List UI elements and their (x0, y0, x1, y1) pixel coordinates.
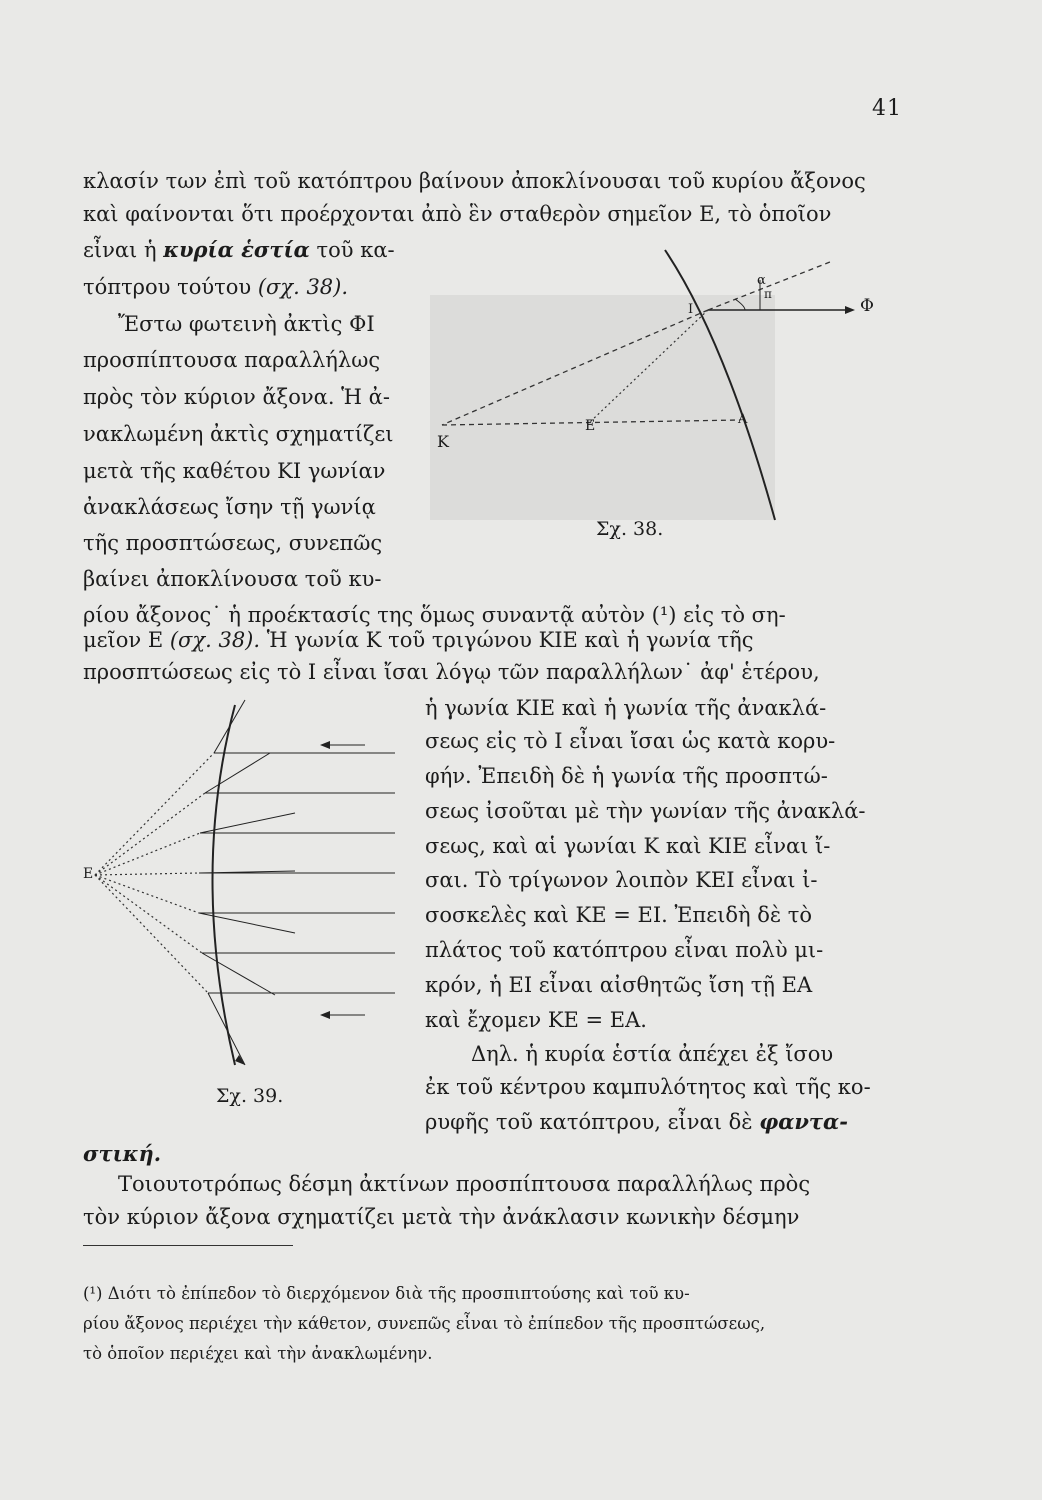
text-line: κρόν, ἡ ΕΙ εἶναι αἰσθητῶς ἴση τῇ ΕΑ (425, 973, 813, 997)
footnote-divider (83, 1245, 293, 1246)
fig38-label-E: Ε (585, 418, 596, 434)
text-line (83, 274, 348, 300)
fig38-label-pi: π (764, 287, 772, 301)
extension-5 (95, 875, 199, 913)
fig38-label-I: Ι (688, 302, 694, 317)
text-line: κλασίν των ἐπὶ τοῦ κατόπτρου βαίνουν ἀποκλίνουσαι τοῦ κυρίου ἄξονος (83, 169, 866, 193)
text-fragment: τοῦ κα- (309, 238, 395, 262)
text-line: Δηλ. ἡ κυρία ἑστία ἀπέχει ἐξ ἴσου (471, 1042, 834, 1066)
text-line: σεως ἰσοῦται μὲ τὴν γωνίαν τῆς ἀνακλά- (425, 799, 866, 823)
page-number: 41 (872, 96, 902, 121)
text-line: τῆς προσπτώσεως, συνεπῶς (83, 531, 383, 555)
term-principal-focus: κυρία ἑστία (163, 237, 310, 262)
text-line: ἡ γωνία ΚΙΕ καὶ ἡ γωνία τῆς ἀνακλά- (425, 696, 827, 720)
text-line: σαι. Τὸ τρίγωνον λοιπὸν ΚΕΙ εἶναι ἰ- (425, 868, 818, 892)
arrowhead-left-bottom (320, 1011, 330, 1019)
text-line: προσπίπτουσα παραλλήλως (83, 348, 381, 372)
figure-39-caption: Σχ. 39. (216, 1085, 284, 1107)
text-fragment: εἶναι ἡ (83, 238, 164, 262)
arrowhead-left-top (320, 741, 330, 749)
ray-arrowhead (235, 1055, 245, 1065)
text-line: βαίνει ἀποκλίνουσα τοῦ κυ- (83, 567, 382, 591)
reflected-ray-6 (202, 953, 275, 995)
figure-39-diagram (95, 695, 395, 1095)
text-line: ἐκ τοῦ κέντρου καμπυλότητος καὶ τῆς κο- (425, 1075, 871, 1099)
fig38-label-alpha: α (757, 273, 766, 288)
text-line: μετὰ τῆς καθέτου ΚΙ γωνίαν (83, 459, 386, 483)
text-line: καὶ ἔχομεν ΚΕ = ΕΑ. (425, 1008, 647, 1032)
text-line: φήν. Ἐπειδὴ δὲ ἡ γωνία τῆς προσπτώ- (425, 764, 828, 788)
fig38-label-K: Κ (437, 432, 449, 451)
fig38-label-A: Α (738, 412, 748, 427)
ray-arrowhead (845, 306, 855, 314)
reflected-ray-2 (205, 753, 270, 793)
text-line: τὸν κύριον ἄξονα σχηματίζει μετὰ τὴν ἀνάκλασιν κωνικὴν δέσμην (83, 1205, 800, 1229)
text-line: νακλωμένη ἀκτὶς σχηματίζει (83, 422, 394, 446)
figure-38-caption: Σχ. 38. (596, 518, 664, 540)
extension-6 (95, 875, 202, 953)
mirror-curve (213, 705, 236, 1065)
reflected-ray-1 (214, 700, 245, 753)
footnote-line: (¹) Διότι τὸ ἐπίπεδον τὸ διερχόμενον διὰ τῆς προσπιπτούσης καὶ τοῦ κυ- (83, 1284, 690, 1303)
extension-1 (95, 753, 214, 875)
text-line: Ἔστω φωτεινὴ ἀκτὶς ΦΙ (118, 312, 375, 336)
reflected-ray-7 (208, 993, 245, 1065)
figure-38-diagram (430, 250, 880, 530)
extension-2 (95, 793, 205, 875)
text-fragment: μεῖον Ε (83, 628, 170, 652)
text-line: ἀνακλάσεως ἴσην τῇ γωνίᾳ (83, 495, 376, 519)
text-line: ρίου ἄξονος˙ ἡ προέκτασίς της ὅμως συναντᾷ αὐτὸν (¹) εἰς τὸ ση- (83, 603, 786, 627)
text-line: σεως, καὶ αἱ γωνίαι Κ καὶ ΚΙΕ εἶναι ἴ- (425, 834, 831, 858)
text-line: σεως εἰς τὸ Ι εἶναι ἴσαι ὡς κατὰ κορυ- (425, 729, 836, 753)
figure-reference: (σχ. 38). (169, 628, 261, 652)
extension-7 (95, 875, 208, 993)
text-line: προσπτώσεως εἰς τὸ Ι εἶναι ἴσαι λόγῳ τῶν παραλλήλων˙ ἀφ' ἑτέρου, (83, 660, 820, 684)
footnote-line: τὸ ὁποῖον περιέχει καὶ τὴν ἀνακλωμένην. (83, 1344, 433, 1363)
term-virtual: φαντα- (759, 1109, 848, 1134)
text-line (425, 1109, 848, 1135)
text-line: πρὸς τὸν κύριον ἄξονα. Ἡ ἀ- (83, 385, 390, 409)
text-line (83, 237, 395, 263)
text-line: καὶ φαίνονται ὅτι προέρχονται ἀπὸ ἓν σταθερὸν σημεῖον Ε, τὸ ὁποῖον (83, 202, 832, 226)
text-line (83, 627, 754, 653)
footnote-line: ρίου ἄξονος περιέχει τὴν κάθετον, συνεπῶς εἶναι τὸ ἐπίπεδον τῆς προσπτώσεως, (83, 1314, 766, 1333)
text-line: Τοιουτοτρόπως δέσμη ἀκτίνων προσπίπτουσα παραλλήλως πρὸς (118, 1172, 811, 1196)
text-line: σοσκελὲς καὶ ΚΕ = ΕΙ. Ἐπειδὴ δὲ τὸ (425, 903, 813, 927)
text-fragment: Ἡ γωνία Κ τοῦ τριγώνου ΚΙΕ καὶ ἡ γωνία τῆς (260, 628, 754, 652)
fig39-label-E: Ε (83, 866, 94, 882)
text-fragment: τόπτρου τούτου (83, 275, 258, 299)
fig38-label-phi: Φ (860, 296, 874, 316)
text-fragment: ρυφῆς τοῦ κατόπτρου, εἶναι δὲ (425, 1110, 760, 1134)
text-line: πλάτος τοῦ κατόπτρου εἶναι πολὺ μι- (425, 938, 824, 962)
text-line: στική. (83, 1141, 162, 1166)
figure-reference: (σχ. 38). (257, 275, 349, 299)
extension-4 (95, 873, 199, 875)
extension-3 (95, 833, 200, 875)
